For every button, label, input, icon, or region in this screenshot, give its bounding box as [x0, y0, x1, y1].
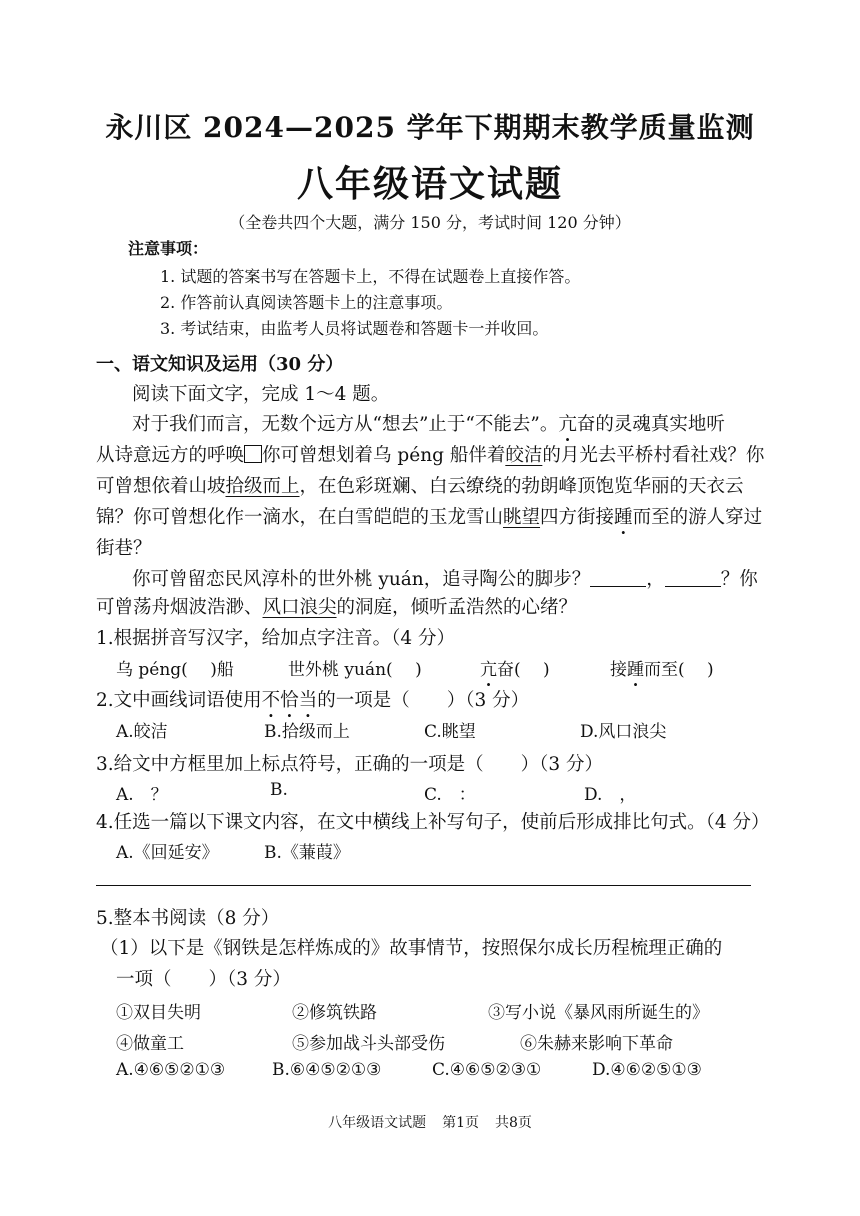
underlined-word: 皎洁	[505, 445, 543, 466]
event-item: ⑤参加战斗头部受伤	[292, 1034, 445, 1054]
exam-subtitle: （全卷共四个大题，满分 150 分，考试时间 120 分钟）	[229, 213, 631, 232]
underlined-word: 眺望	[503, 507, 541, 528]
question-2-option: B.拾级而上	[264, 722, 350, 742]
question-1-item: 世外桃 yuán( )	[288, 660, 422, 680]
footer-total: 共8页	[495, 1115, 532, 1131]
question-3-stem: 3.给文中方框里加上标点符号，正确的一项是（ ）（3 分）	[96, 754, 604, 775]
question-1-item: 亢奋( )	[480, 660, 550, 680]
section1-heading: 一、语文知识及运用（30 分）	[96, 354, 344, 375]
question-5-stem: 5.整本书阅读（8 分）	[96, 908, 280, 929]
answer-line	[96, 885, 751, 886]
question-1-item: 接踵而至( )	[610, 660, 714, 680]
exam-title-line2: 八年级语文试题	[296, 163, 563, 205]
question-5-sub1-cont: 一项（ ）（3 分）	[116, 969, 291, 990]
event-item: ①双目失明	[116, 1003, 201, 1023]
question-1-stem: 1.根据拼音写汉字，给加点字注音。（4 分）	[96, 628, 456, 649]
passage-line: 可曾荡舟烟波浩渺、风口浪尖的洞庭，倾听孟浩然的心绪？	[96, 597, 578, 618]
dotted-char: 踵	[614, 507, 633, 528]
underlined-word: 拾级而上	[225, 476, 300, 497]
question-2-option: C.眺望	[424, 722, 476, 742]
notes-heading: 注意事项：	[128, 239, 209, 258]
question-5-option: B.⑥④⑤②①③	[272, 1060, 382, 1080]
question-3-option: B.	[270, 780, 288, 800]
dotted-char: 亢	[480, 660, 497, 680]
passage-line: 锦？你可曾想化作一滴水，在白雪皑皑的玉龙雪山眺望四方街接踵而至的游人穿过	[96, 507, 763, 528]
punctuation-box	[244, 445, 262, 463]
question-3-option: C. ：	[424, 785, 476, 805]
question-2-option: D.风口浪尖	[580, 722, 667, 742]
event-item: ③写小说《暴风雨所诞生的》	[488, 1003, 709, 1023]
passage-line: 从诗意远方的呼唤 你可曾想划着乌 péng 船伴着皎洁的月光去平桥村看社戏？你	[96, 445, 765, 466]
note-item: 3. 考试结束，由监考人员将试题卷和答题卡一并收回。	[160, 319, 549, 338]
passage-line: 街巷？	[96, 538, 152, 559]
dotted-char: 踵	[627, 660, 644, 680]
footer-page: 第1页	[442, 1115, 479, 1131]
passage-intro: 阅读下面文字，完成 1～4 题。	[132, 384, 390, 405]
question-5-option: C.④⑥⑤②③①	[432, 1060, 542, 1080]
passage-line: 对于我们而言，无数个远方从“想去”止于“不能去”。亢奋的灵魂真实地听	[132, 414, 725, 435]
page-footer	[0, 1112, 860, 1132]
underlined-word: 风口浪尖	[262, 597, 337, 618]
event-item: ④做童工	[116, 1034, 184, 1054]
question-2-stem: 2.文中画线词语使用不恰当的一项是（ ）（3 分）	[96, 690, 530, 711]
passage-line: 可曾想依着山坡拾级而上，在色彩斑斓、白云缭绕的勃朗峰顶饱览华丽的天衣云	[96, 476, 744, 497]
exam-title-line1: 永川区 2024—2025 学年下期期末教学质量监测	[105, 111, 755, 144]
question-4-option: B.《蒹葭》	[264, 843, 350, 863]
event-item: ②修筑铁路	[292, 1003, 377, 1023]
question-2-option: A.皎洁	[116, 722, 168, 742]
dotted-char: 亢	[558, 414, 577, 435]
fill-blank	[590, 572, 646, 587]
footer-title: 八年级语文试题	[328, 1115, 427, 1131]
note-item: 2. 作答前认真阅读答题卡上的注意事项。	[160, 293, 453, 312]
question-3-option: D. ，	[584, 785, 637, 805]
passage-line: 你可曾留恋民风淳朴的世外桃 yuán，追寻陶公的脚步？ ， ？你	[132, 569, 758, 590]
question-4-stem: 4.任选一篇以下课文内容，在文中横线上补写句子，使前后形成排比句式。（4 分）	[96, 812, 770, 833]
question-5-option: A.④⑥⑤②①③	[116, 1060, 226, 1080]
event-item: ⑥朱赫来影响下革命	[520, 1034, 673, 1054]
note-item: 1. 试题的答案书写在答题卡上，不得在试题卷上直接作答。	[160, 267, 581, 286]
question-3-option: A. ？	[116, 785, 168, 805]
question-5-sub1: （1）以下是《钢铁是怎样炼成的》故事情节，按照保尔成长历程梳理正确的	[100, 938, 723, 959]
question-5-option: D.④⑥②⑤①③	[592, 1060, 702, 1080]
question-4-option: A.《回延安》	[116, 843, 219, 863]
question-1-item: 乌 péng( )船	[116, 660, 234, 680]
fill-blank	[665, 572, 721, 587]
